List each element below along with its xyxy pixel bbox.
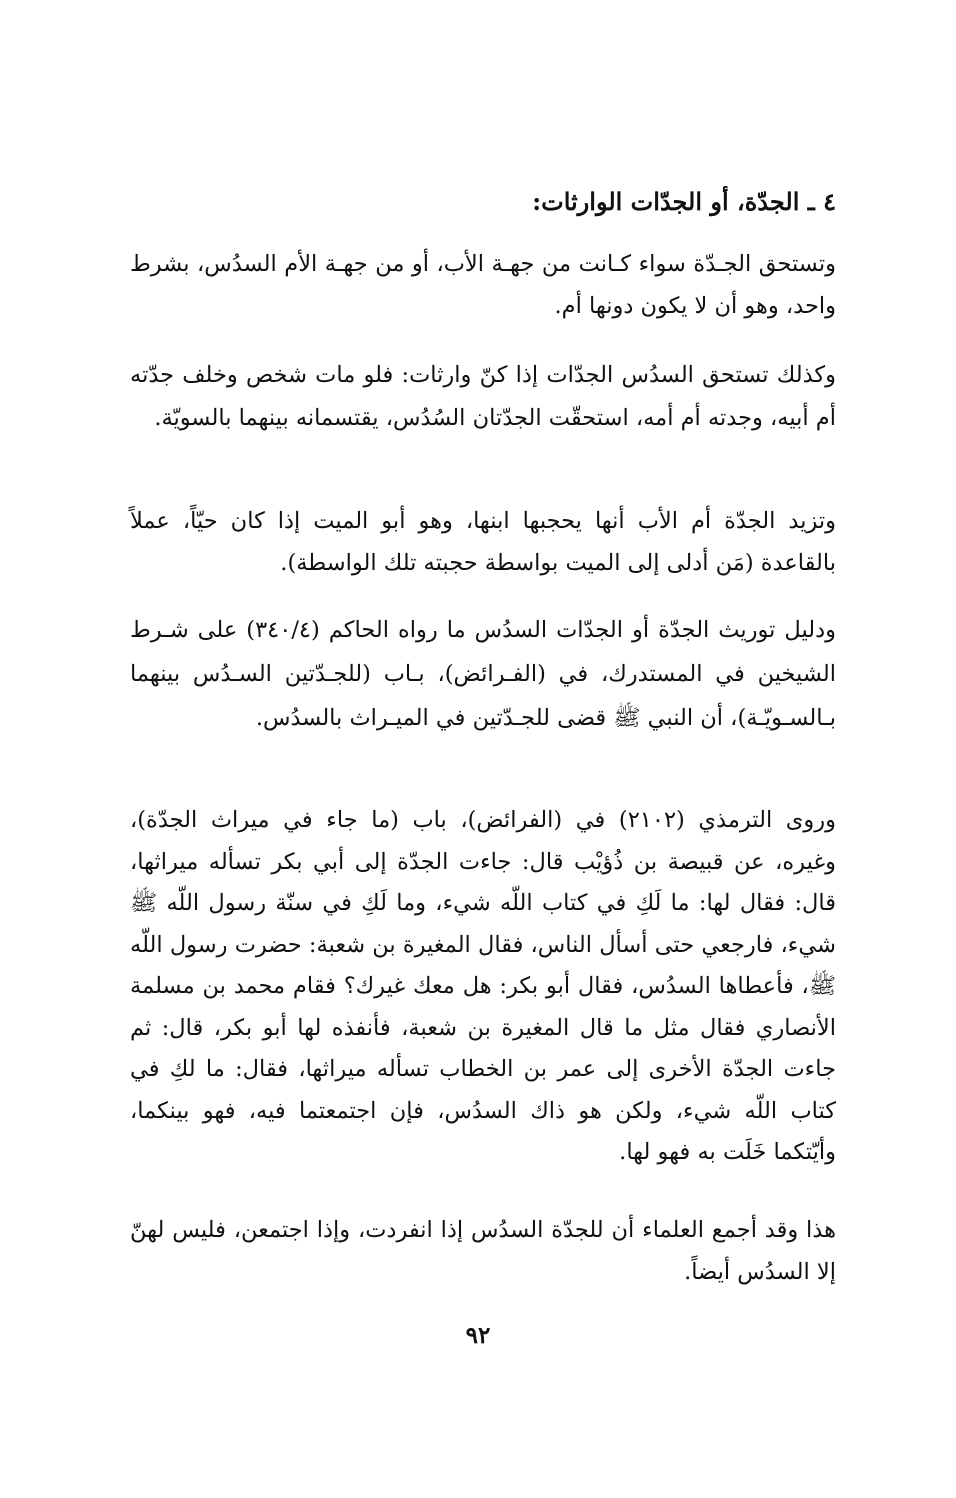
page-number: ٩٢ [465, 1322, 491, 1349]
paragraph-4: ودليل توريث الجدّة أو الجدّات السدُس ما رواه الحاكم (٣٤٠/٤) على شـرط الشيخين في المستدرك، في (الفـرائض)، بـاب (للجـدّتين السـدُس بينهما بـالسـويّـة)، أن النبي ﷺ قضى للجـدّتين في الميـراث بالسدُس. [130, 617, 836, 731]
paragraph-1: وتستحق الجـدّة سواء كـانت من جهـة الأب، أو من جهـة الأم السدُس، بشرط واحد، وهو أن لا يكون دونها أم. [130, 251, 836, 319]
paragraph-2: وكذلك تستحق السدُس الجدّات إذا كنّ وارثات: فلو مات شخص وخلف جدّته أم أبيه، وجدته أم أمه، استحقّت الجدّتان السُدُس، يقتسمانه بينهما بالسويّة. [130, 362, 836, 431]
section-heading: ٤ ـ الجدّة، أو الجدّات الوارثات: [532, 187, 836, 216]
paragraph-5: وروى الترمذي (٢١٠٢) في (الفرائض)، باب (ما جاء في ميراث الجدّة)، وغيره، عن قبيصة بن ذُؤيْب قال: جاءت الجدّة إلى أبي بكر تسأله ميراثها، قال: فقال لها: ما لَكِ في كتاب اللّه شيء، وما لَكِ في سنّة رسول اللّه ﷺ شيء، فارجعي حتى أسأل الناس، فقال المغيرة بن شعبة: حضرت رسول اللّه ﷺ، فأعطاها السدُس، فقال أبو بكر: هل معك غيرك؟ فقام محمد بن مسلمة الأنصاري فقال مثل ما قال المغيرة بن شعبة، فأنفذه لها أبو بكر، قال: ثم جاءت الجدّة الأخرى إلى عمر بن الخطاب تسأله ميراثها، فقال: ما لكِ في كتاب اللّه شيء، ولكن هو ذاك السدُس، فإن اجتمعتما فيه، فهو بينكما، وأيّتكما خَلَت به فهو لها. [130, 807, 836, 1165]
paragraph-6: هذا وقد أجمع العلماء أن للجدّة السدُس إذا انفردت، وإذا اجتمعن، فليس لهنّ إلا السدُس أيضاً. [130, 1217, 836, 1285]
paragraph-3: وتزيد الجدّة أم الأب أنها يحجبها ابنها، وهو أبو الميت إذا كان حيّاً، عملاً بالقاعدة (مَن أدلى إلى الميت بواسطة حجبته تلك الواسطة). [130, 508, 836, 576]
